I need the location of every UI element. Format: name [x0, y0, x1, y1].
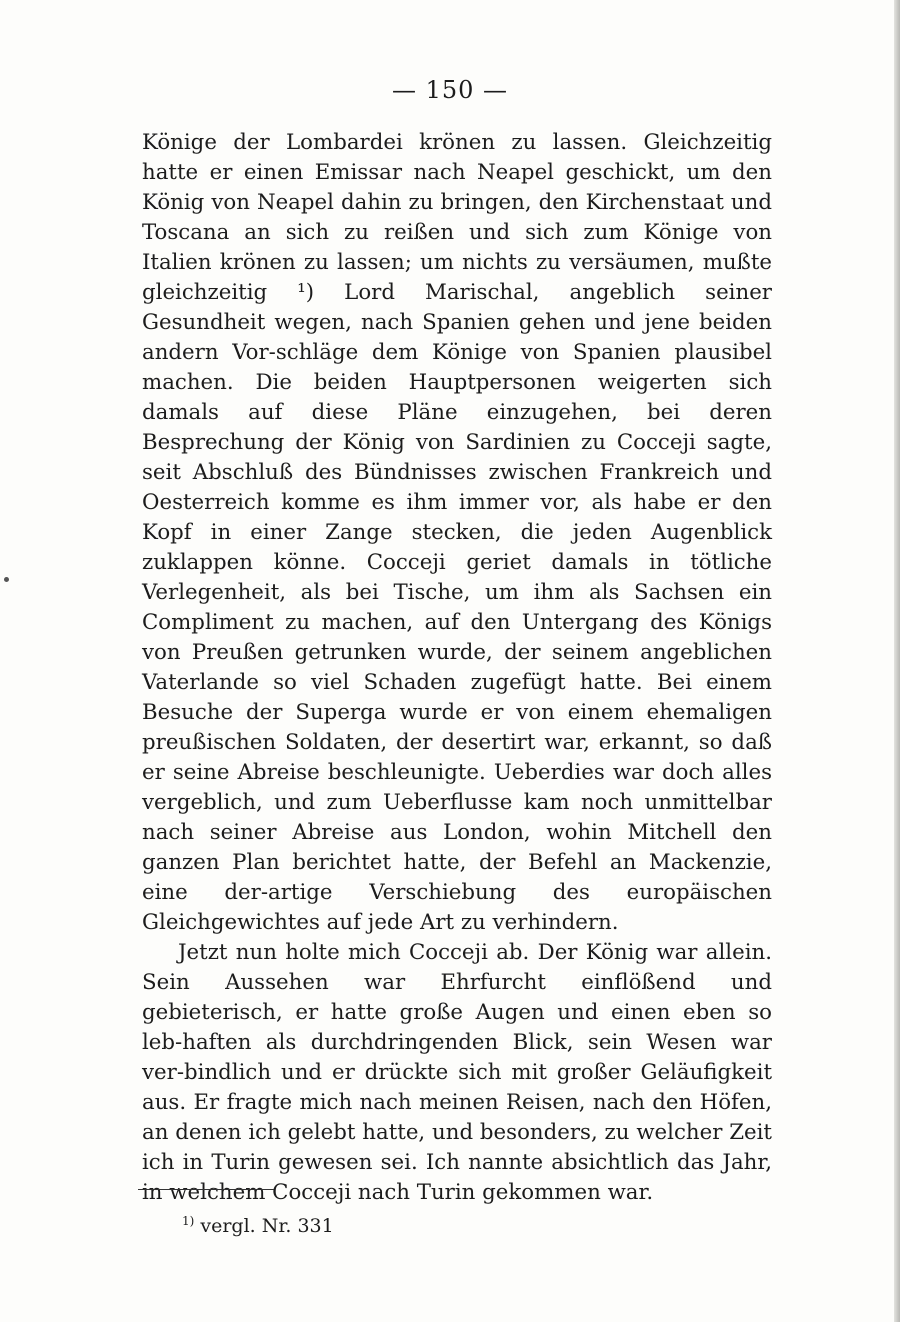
- page-number: — 150 —: [391, 76, 509, 104]
- paragraph-2: Jetzt nun holte mich Cocceji ab. Der König war allein. Sein Aussehen war Ehrfurcht einflößend und gebieterisch, er hatte große Augen und einen eben so leb-haften als durchdringenden Blick, sein Wesen war ver-bindlich und er drückte sich mit großer Geläufigkeit aus. Er fragte mich nach meinen Reisen, nach den Höfen, an denen ich gelebt hatte, und besonders, zu welcher Zeit ich in Turin gewesen sei. Ich nannte absichtlich das Jahr, in welchem Cocceji nach Turin gekommen war.: [142, 940, 772, 1205]
- footnote-marker: 1): [182, 1214, 195, 1228]
- page-edge: [894, 0, 900, 1322]
- scan-speck: [4, 577, 9, 582]
- footnote-rule: [138, 1189, 274, 1190]
- body-text: [142, 128, 772, 1208]
- paragraph-1: Könige der Lombardei krönen zu lassen. Gleichzeitig hatte er einen Emissar nach Neapel geschickt, um den König von Neapel dahin zu bringen, den Kirchenstaat und Toscana an sich zu reißen und sich zum Könige von Italien krönen zu lassen; um nichts zu versäumen, mußte gleichzeitig ¹) Lord Marischal, angeblich seiner Gesundheit wegen, nach Spanien gehen und jene beiden andern Vor-schläge dem Könige von Spanien plausibel machen. Die beiden Hauptpersonen weigerten sich damals auf diese Pläne einzugehen, bei deren Besprechung der König von Sardinien zu Cocceji sagte, seit Abschluß des Bündnisses zwischen Frankreich und Oesterreich komme es ihm immer vor, als habe er den Kopf in einer Zange stecken, die jeden Augenblick zuklappen könne. Cocceji geriet damals in tötliche Verlegenheit, als bei Tische, um ihm als Sachsen ein Compliment zu machen, auf den Untergang des Königs von Preußen getrunken wurde, der seinem angeblichen Vaterlande so viel Schaden zugefügt hatte. Bei einem Besuche der Superga wurde er von einem ehemaligen preußischen Soldaten, der desertirt war, erkannt, so daß er seine Abreise beschleunigte. Ueberdies war doch alles vergeblich, und zum Ueberflusse kam noch unmittelbar nach seiner Abreise aus London, wohin Mitchell den ganzen Plan berichtet hatte, der Befehl an Mackenzie, eine der-artige Verschiebung des europäischen Gleichgewichtes auf jede Art zu verhindern.: [142, 130, 772, 935]
- footnote-text: vergl. Nr. 331: [200, 1215, 334, 1237]
- footnote: [182, 1208, 334, 1239]
